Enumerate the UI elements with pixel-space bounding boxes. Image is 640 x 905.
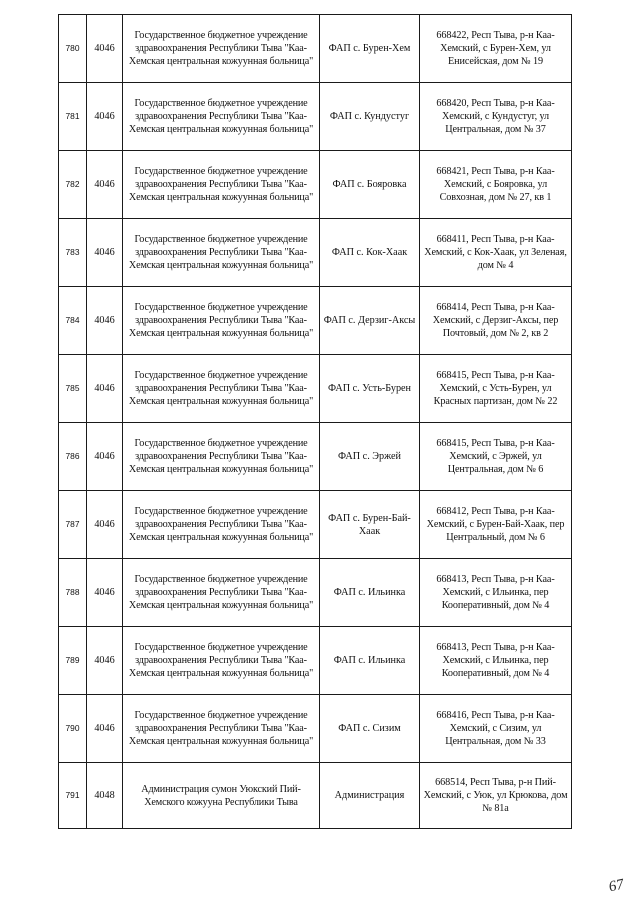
organization-name: Государственное бюджетное учреждение здравоохранения Республики Тыва "Каа-Хемская центральная кожуунная больница" xyxy=(123,695,320,763)
row-number: 782 xyxy=(59,151,87,219)
facility-address: 668415, Респ Тыва, р-н Каа-Хемский, с Усть-Бурен, ул Красных партизан, дом № 22 xyxy=(420,355,572,423)
row-number: 787 xyxy=(59,491,87,559)
organization-name: Государственное бюджетное учреждение здравоохранения Республики Тыва "Каа-Хемская центральная кожуунная больница" xyxy=(123,627,320,695)
facility-address: 668416, Респ Тыва, р-н Каа-Хемский, с Сизим, ул Центральная, дом № 33 xyxy=(420,695,572,763)
table-row xyxy=(59,151,572,219)
facility-address: 668413, Респ Тыва, р-н Каа-Хемский, с Ильинка, пер Кооперативный, дом № 4 xyxy=(420,559,572,627)
organization-name: Государственное бюджетное учреждение здравоохранения Республики Тыва "Каа-Хемская центральная кожуунная больница" xyxy=(123,491,320,559)
facility-address: 668422, Респ Тыва, р-н Каа-Хемский, с Бурен-Хем, ул Енисейская, дом № 19 xyxy=(420,15,572,83)
row-number: 791 xyxy=(59,763,87,829)
organization-name: Государственное бюджетное учреждение здравоохранения Республики Тыва "Каа-Хемская центральная кожуунная больница" xyxy=(123,287,320,355)
facility-address: 668412, Респ Тыва, р-н Каа-Хемский, с Бурен-Бай-Хаак, пер Центральный, дом № 6 xyxy=(420,491,572,559)
row-code: 4046 xyxy=(87,559,123,627)
row-code: 4046 xyxy=(87,423,123,491)
table-row xyxy=(59,15,572,83)
facility-name: ФАП с. Кок-Хаак xyxy=(320,219,420,287)
table-row xyxy=(59,763,572,829)
facility-name: ФАП с. Усть-Бурен xyxy=(320,355,420,423)
table-row xyxy=(59,423,572,491)
facility-name: ФАП с. Ильинка xyxy=(320,627,420,695)
organization-name: Государственное бюджетное учреждение здравоохранения Республики Тыва "Каа-Хемская центральная кожуунная больница" xyxy=(123,83,320,151)
row-code: 4046 xyxy=(87,15,123,83)
row-code: 4046 xyxy=(87,355,123,423)
organization-name: Государственное бюджетное учреждение здравоохранения Республики Тыва "Каа-Хемская центральная кожуунная больница" xyxy=(123,15,320,83)
row-code: 4046 xyxy=(87,695,123,763)
row-number: 783 xyxy=(59,219,87,287)
row-number: 785 xyxy=(59,355,87,423)
table-row xyxy=(59,287,572,355)
table-row xyxy=(59,559,572,627)
facility-address: 668411, Респ Тыва, р-н Каа-Хемский, с Кок-Хаак, ул Зеленая, дом № 4 xyxy=(420,219,572,287)
facility-address: 668415, Респ Тыва, р-н Каа-Хемский, с Эржей, ул Центральная, дом № 6 xyxy=(420,423,572,491)
facility-name: ФАП с. Бурен-Хем xyxy=(320,15,420,83)
row-code: 4048 xyxy=(87,763,123,829)
row-number: 790 xyxy=(59,695,87,763)
table-row xyxy=(59,491,572,559)
facility-address: 668514, Респ Тыва, р-н Пий-Хемский, с Уюк, ул Крюкова, дом № 81а xyxy=(420,763,572,829)
row-number: 789 xyxy=(59,627,87,695)
table-row xyxy=(59,355,572,423)
row-code: 4046 xyxy=(87,627,123,695)
table-row xyxy=(59,627,572,695)
facility-name: ФАП с. Кундустуг xyxy=(320,83,420,151)
row-number: 788 xyxy=(59,559,87,627)
row-code: 4046 xyxy=(87,287,123,355)
row-code: 4046 xyxy=(87,219,123,287)
table-row xyxy=(59,695,572,763)
organization-name: Государственное бюджетное учреждение здравоохранения Республики Тыва "Каа-Хемская центральная кожуунная больница" xyxy=(123,559,320,627)
organization-name: Государственное бюджетное учреждение здравоохранения Республики Тыва "Каа-Хемская центральная кожуунная больница" xyxy=(123,423,320,491)
facility-address: 668420, Респ Тыва, р-н Каа-Хемский, с Кундустуг, ул Центральная, дом № 37 xyxy=(420,83,572,151)
facility-name: ФАП с. Эржей xyxy=(320,423,420,491)
organization-name: Государственное бюджетное учреждение здравоохранения Республики Тыва "Каа-Хемская центральная кожуунная больница" xyxy=(123,355,320,423)
row-number: 780 xyxy=(59,15,87,83)
table-row xyxy=(59,219,572,287)
facility-name: ФАП с. Бояровка xyxy=(320,151,420,219)
row-code: 4046 xyxy=(87,151,123,219)
row-code: 4046 xyxy=(87,83,123,151)
organization-name: Администрация сумон Уюкский Пий-Хемского кожууна Республики Тыва xyxy=(123,763,320,829)
facility-address: 668421, Респ Тыва, р-н Каа-Хемский, с Бояровка, ул Совхозная, дом № 27, кв 1 xyxy=(420,151,572,219)
organization-name: Государственное бюджетное учреждение здравоохранения Республики Тыва "Каа-Хемская центральная кожуунная больница" xyxy=(123,219,320,287)
facility-name: ФАП с. Дерзиг-Аксы xyxy=(320,287,420,355)
organization-name: Государственное бюджетное учреждение здравоохранения Республики Тыва "Каа-Хемская центральная кожуунная больница" xyxy=(123,151,320,219)
facility-name: ФАП с. Ильинка xyxy=(320,559,420,627)
facility-address: 668414, Респ Тыва, р-н Каа-Хемский, с Дерзиг-Аксы, пер Почтовый, дом № 2, кв 2 xyxy=(420,287,572,355)
facility-address: 668413, Респ Тыва, р-н Каа-Хемский, с Ильинка, пер Кооперативный, дом № 4 xyxy=(420,627,572,695)
row-number: 784 xyxy=(59,287,87,355)
records-table xyxy=(58,14,572,829)
row-number: 786 xyxy=(59,423,87,491)
row-code: 4046 xyxy=(87,491,123,559)
row-number: 781 xyxy=(59,83,87,151)
facility-name: ФАП с. Сизим xyxy=(320,695,420,763)
facility-name: ФАП с. Бурен-Бай-Хаак xyxy=(320,491,420,559)
table-row xyxy=(59,83,572,151)
handwritten-page-number: 67 xyxy=(607,876,626,896)
facility-name: Администрация xyxy=(320,763,420,829)
